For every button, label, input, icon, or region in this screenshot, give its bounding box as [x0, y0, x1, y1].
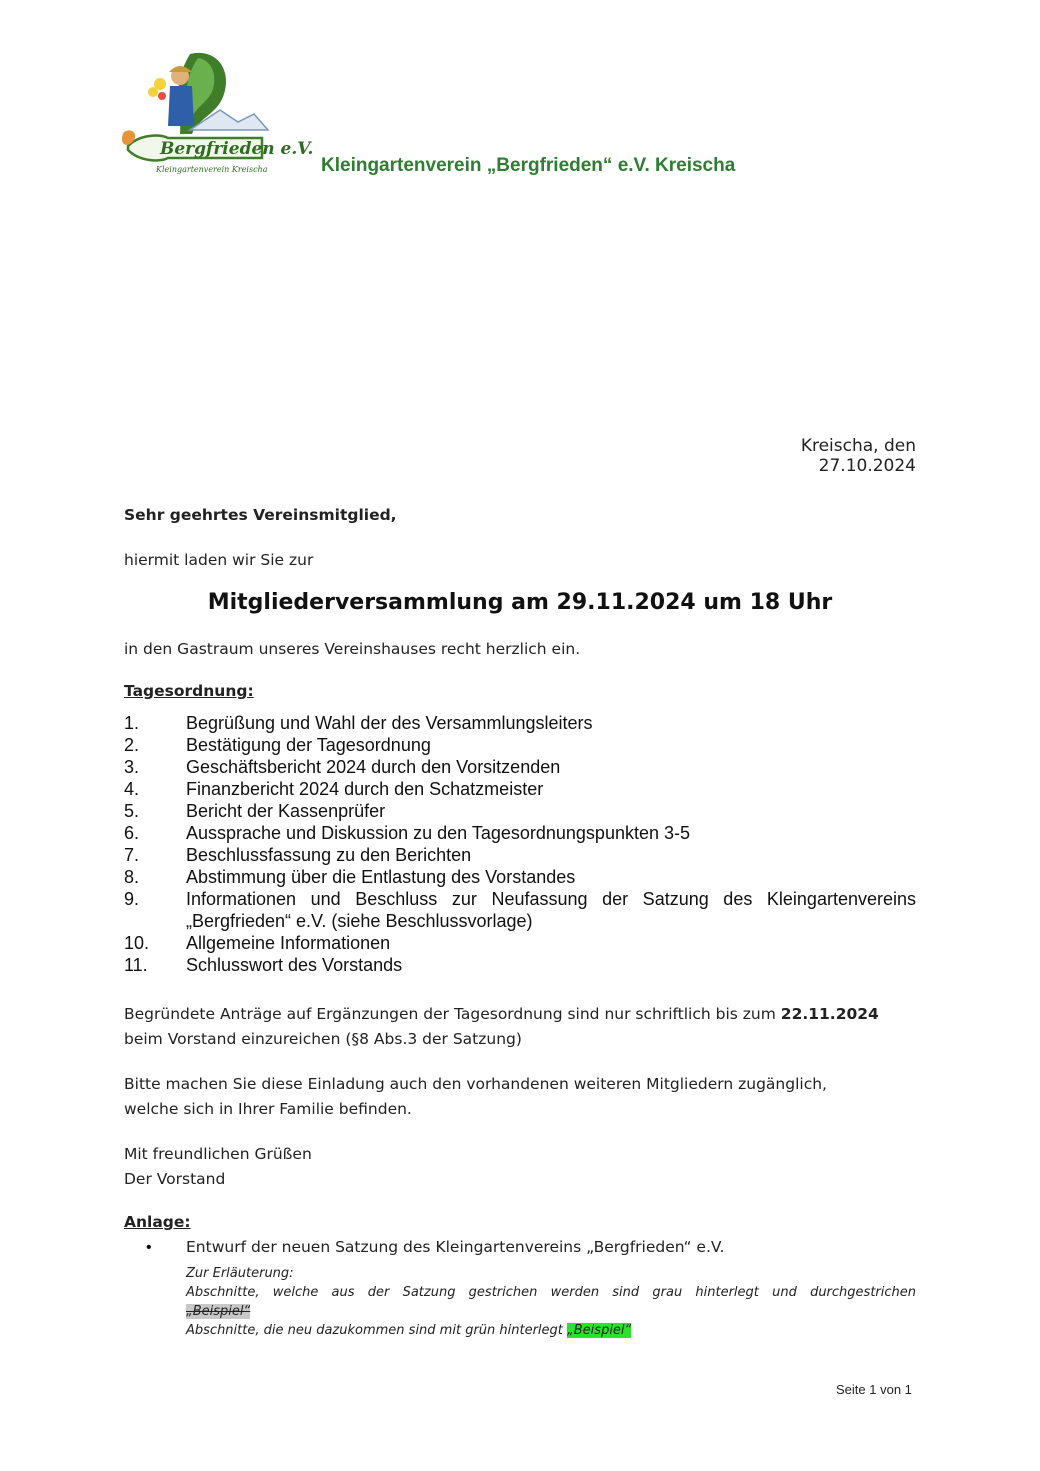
note-removed: Abschnitte, welche aus der Satzung gestrichen werden sind grau hinterlegt und durchgestrichen [186, 1285, 916, 1300]
deadline-paragraph [124, 1002, 879, 1052]
agenda-item-label: Allgemeine Informationen [186, 933, 391, 953]
agenda-item-label: Geschäftsbericht 2024 durch den Vorsitzenden [186, 757, 561, 777]
agenda-item-number: 10. [124, 933, 150, 953]
agenda-item-number: 4. [124, 779, 140, 799]
meeting-headline: Mitgliederversammlung am 29.11.2024 um 18 Uhr [207, 590, 833, 615]
agenda-list [124, 712, 916, 976]
agenda-item-label: Schlusswort des Vorstands [186, 955, 403, 975]
page-number: Seite 1 von 1 [836, 1382, 912, 1397]
attachment-note [186, 1264, 916, 1340]
agenda-item-label: Finanzbericht 2024 durch den Schatzmeister [186, 779, 544, 799]
attachment-item: Entwurf der neuen Satzung des Kleingartenvereins „Bergfrieden“ e.V. [186, 1238, 725, 1256]
agenda-item [124, 932, 916, 954]
closing [124, 1142, 312, 1192]
agenda-item-number: 9. [124, 889, 140, 909]
agenda-item-label: Beschlussfassung zu den Berichten [186, 845, 472, 865]
agenda-item-number: 11. [124, 955, 148, 975]
agenda-item-label: Bericht der Kassenprüfer [186, 801, 386, 821]
attachment-title: Anlage: [124, 1213, 191, 1231]
agenda-item [124, 888, 916, 932]
note-added-example: „Beispiel“ [567, 1323, 632, 1338]
agenda-item-number: 5. [124, 801, 140, 821]
forward-text-2: welche sich in Ihrer Familie befinden. [124, 1100, 412, 1118]
agenda-title: Tagesordnung: [124, 682, 254, 700]
closing-signature: Der Vorstand [124, 1170, 226, 1188]
agenda-item-number: 6. [124, 823, 140, 843]
logo-subtext: Kleingartenverein Kreischa [156, 165, 268, 174]
forward-paragraph [124, 1072, 827, 1122]
org-name: Kleingartenverein „Bergfrieden“ e.V. Kreischa [321, 155, 736, 176]
logo-text: Bergfrieden e.V. [160, 139, 314, 159]
agenda-item [124, 844, 916, 866]
note-title: Zur Erläuterung: [186, 1266, 294, 1281]
letter-date: Kreischa, den 27.10.2024 [800, 436, 916, 476]
closing-greeting: Mit freundlichen Grüßen [124, 1145, 312, 1163]
agenda-item-label: Begrüßung und Wahl der des Versammlungsleiters [186, 713, 593, 733]
agenda-item-number: 2. [124, 735, 140, 755]
agenda-item-number: 8. [124, 867, 140, 887]
agenda-item-number: 3. [124, 757, 140, 777]
agenda-item [124, 778, 916, 800]
salutation: Sehr geehrtes Vereinsmitglied, [124, 506, 397, 524]
deadline-date: 22.11.2024 [780, 1005, 879, 1023]
agenda-item [124, 734, 916, 756]
agenda-item [124, 822, 916, 844]
agenda-item [124, 712, 916, 734]
note-added: Abschnitte, die neu dazukommen sind mit grün hinterlegt [186, 1323, 568, 1338]
agenda-item [124, 800, 916, 822]
agenda-item [124, 756, 916, 778]
invite-text: in den Gastraum unseres Vereinshauses recht herzlich ein. [124, 640, 581, 658]
agenda-item-label: Abstimmung über die Entlastung des Vorstandes [186, 867, 576, 887]
agenda-item [124, 866, 916, 888]
bullet-icon: • [146, 1239, 152, 1256]
agenda-item-number: 1. [124, 713, 140, 733]
note-removed-example: „Beispiel“ [186, 1304, 251, 1319]
deadline-text: Begründete Anträge auf Ergänzungen der Tagesordnung sind nur schriftlich bis zum [124, 1005, 781, 1023]
agenda-item-label: Bestätigung der Tagesordnung [186, 735, 431, 755]
deadline-text-2: beim Vorstand einzureichen (§8 Abs.3 der Satzung) [124, 1030, 522, 1048]
intro-text: hiermit laden wir Sie zur [124, 551, 314, 569]
agenda-item-label: Aussprache und Diskussion zu den Tagesordnungspunkten 3-5 [186, 823, 690, 843]
club-logo [120, 48, 314, 178]
forward-text: Bitte machen Sie diese Einladung auch den vorhandenen weiteren Mitgliedern zugänglich, [124, 1075, 827, 1093]
agenda-item-label: Informationen und Beschluss zur Neufassung der Satzung des Kleingartenvereins „Bergfrieden“ e.V. (siehe Beschlussvorlage) [186, 889, 916, 931]
agenda-item [124, 954, 916, 976]
agenda-item-number: 7. [124, 845, 140, 865]
